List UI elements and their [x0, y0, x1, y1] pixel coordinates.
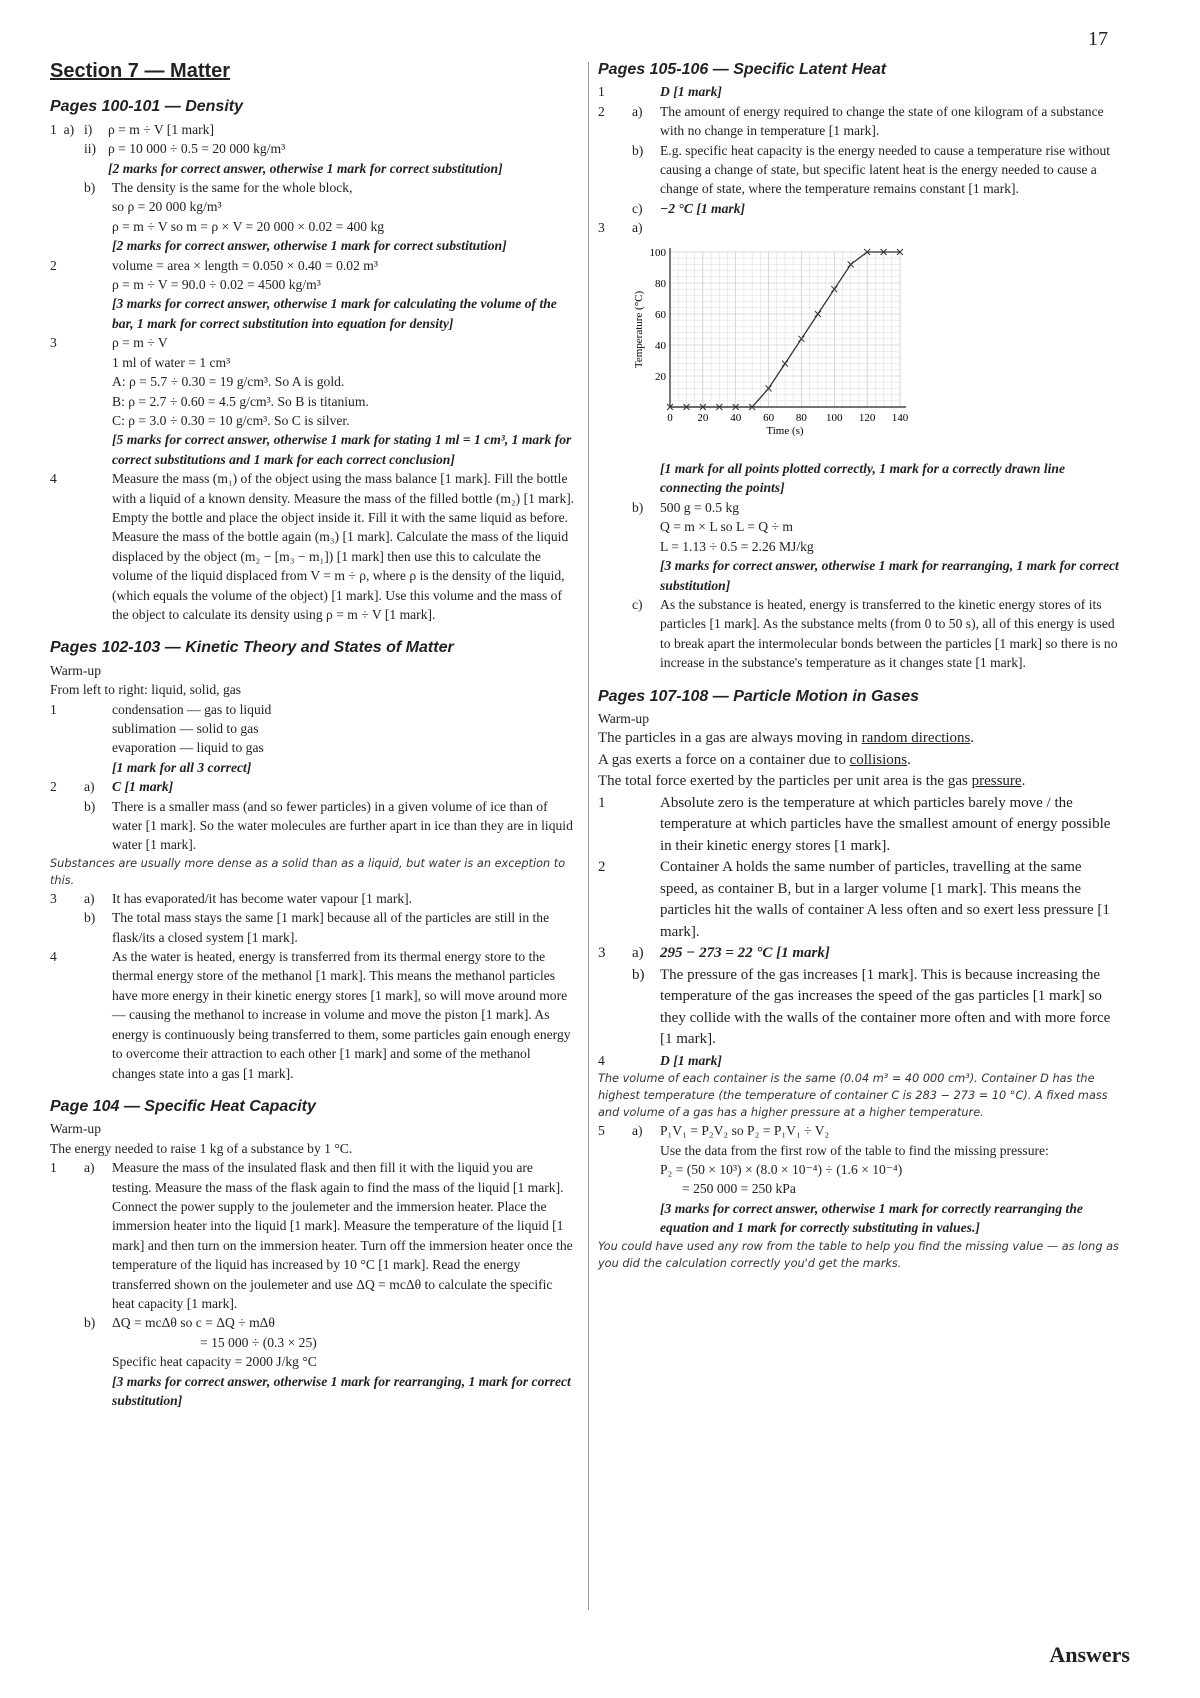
- marks-text: [3 marks for correct answer, otherwise 1 mark for rearranging, 1 mark for correct substitution]: [112, 1373, 571, 1408]
- x-tick-label: 80: [795, 411, 807, 424]
- latent-q3b: [598, 498, 1120, 595]
- answer-text: There is a smaller mass (and so fewer particles) in a given volume of ice than of water [1 mark]. So the water molecules are further apart in ice than they are in liquid water [1 mark].: [112, 798, 573, 853]
- answer-line: condensation — gas to liquid: [112, 701, 272, 717]
- answer-line: ρ = m ÷ V = 90.0 ÷ 0.02 = 4500 kg/m³: [112, 277, 321, 293]
- kinetic-q2b: [50, 797, 575, 855]
- density-q4: [50, 469, 575, 624]
- heating-curve-chart: [620, 240, 1120, 455]
- question-subpart: c): [632, 200, 643, 216]
- question-subpart: a): [632, 945, 644, 962]
- latent-q2b: [598, 141, 1120, 199]
- answer-text: E.g. specific heat capacity is the energy needed to cause a temperature rise without causing a change of state, but specific latent heat is the energy needed to cause a change of state, where the temperature remains constant [1 mark].: [660, 142, 1111, 197]
- answer-line: ρ = m ÷ V: [112, 335, 168, 351]
- question-subpart: a): [632, 1123, 643, 1139]
- answer-line: 1 ml of water = 1 cm³: [112, 354, 231, 370]
- answer-text: The total mass stays the same [1 mark] because all of the particles are still in the flask/its a closed system [1 mark].: [112, 910, 550, 945]
- density-heading: Pages 100-101 — Density: [50, 98, 243, 116]
- warmup-answer: From left to right: liquid, solid, gas: [50, 682, 242, 698]
- warmup-label: Warm-up: [50, 662, 101, 678]
- question-number: 1: [598, 84, 605, 100]
- answer-text: Absolute zero is the temperature at which particles barely move / the temperature at which particles have the smallest amount of energy possible in their kinetic energy stores [1 mark].: [660, 794, 1111, 854]
- gases-heading: Pages 107-108 — Particle Motion in Gases: [598, 687, 920, 705]
- gases-q1: [598, 793, 1120, 858]
- answer-line: A: ρ = 5.7 ÷ 0.30 = 19 g/cm³. So A is gold.: [112, 374, 345, 390]
- answer-line: 500 g = 0.5 kg: [660, 499, 740, 515]
- kinetic-q2a: [50, 777, 575, 796]
- kinetic-q1: [50, 700, 575, 778]
- x-tick-label: 120: [858, 411, 876, 424]
- column-divider: [588, 62, 589, 1610]
- warmup-line-1: The particles in a gas are always moving in random directions.: [598, 730, 975, 747]
- question-subpart: b): [632, 966, 645, 983]
- x-tick-label: 100: [826, 411, 843, 424]
- question-subpart: a): [84, 890, 95, 906]
- answer-line: P₂ = (50 × 10³) × (8.0 × 10⁻⁴) ÷ (1.6 × 10⁻⁴): [660, 1162, 903, 1178]
- answer-line: B: ρ = 2.7 ÷ 0.60 = 4.5 g/cm³. So B is titanium.: [112, 393, 369, 409]
- latent-q3a: [598, 218, 1120, 237]
- question-number: 3: [598, 220, 605, 236]
- x-tick-label: 0: [667, 411, 673, 424]
- y-tick-label: 40: [655, 339, 666, 352]
- answer-text: Measure the mass of the insulated flask and then fill it with the liquid you are testing. Measure the mass of the flask again to find the mass of the liquid [1 mark]. Connect the power supply to the joulemeter and the immersion heater. Place the immersion heater into the liquid [1 mark]. Measure the temperature of the liquid [1 mark] and then turn on the immersion heater. Turn off the immersion heater once the temperature of the liquid has increased by 10 °C [1 mark]. Read the energy transferred shown on the joulemeter and use ΔQ = mcΔθ to calculate the specific heat capacity [1 mark].: [112, 1160, 573, 1311]
- warmup-answer: The energy needed to raise 1 kg of a substance by 1 °C.: [50, 1140, 353, 1156]
- answer-text: As the substance is heated, energy is transferred to the kinetic energy stores of its particles [1 mark]. As the substance melts (from 0 to 50 s), all of this energy is used to break apart the intermolecular bonds between the particles [1 mark] so there is no increase in the substance's temperature as it changes state [1 mark].: [660, 596, 1118, 671]
- answer-line: so ρ = 20 000 kg/m³: [112, 199, 222, 215]
- answer-line: sublimation — solid to gas: [112, 721, 259, 736]
- question-number: 5: [598, 1123, 605, 1139]
- question-subpart: ii): [84, 141, 97, 157]
- answer-text: ρ = 10 000 ÷ 0.5 = 20 000 kg/m³: [108, 141, 286, 157]
- answer-line: Q = m × L so L = Q ÷ m: [660, 519, 793, 535]
- question-subpart: a): [84, 1160, 95, 1176]
- question-number: 1: [50, 1160, 57, 1176]
- answer-text: D [1 mark]: [660, 1052, 722, 1068]
- marks-text: [3 marks for correct answer, otherwise 1 mark for correctly rearranging the equation and 1 mark for correctly substituting in values.]: [660, 1200, 1083, 1236]
- question-number: 1 a): [50, 121, 75, 137]
- x-tick-label: 20: [697, 411, 709, 424]
- question-number: 3: [598, 945, 606, 962]
- warmup-label: Warm-up: [50, 1121, 101, 1137]
- density-q2: [50, 256, 575, 334]
- latent-q3a-marks: [598, 459, 1120, 498]
- x-axis-label: Time (s): [766, 424, 804, 437]
- latent-q2a: [598, 102, 1120, 141]
- y-tick-label: 60: [655, 308, 666, 321]
- latent-q2c: [598, 199, 1120, 218]
- question-number: 4: [598, 1052, 605, 1068]
- answer-text: ρ = m ÷ V [1 mark]: [108, 121, 214, 137]
- answer-text: As the water is heated, energy is transferred from its thermal energy store to the thermal energy store of the methanol [1 mark]. This means the methanol particles have more energy in their kinetic energy stores [1 mark], so will move around more — causing the methanol to increase in volume and move the piston [1 mark]. As energy is continuously being transferred to them, some particles gain enough energy to overcome their attraction to each other [1 mark] and some of the methanol changes state into a gas [1 mark].: [112, 949, 571, 1081]
- gases-q2: [598, 857, 1120, 943]
- y-tick-label: 80: [655, 277, 666, 290]
- left-column: [50, 60, 575, 1410]
- gases-q3b: [598, 965, 1120, 1051]
- question-subpart: a): [632, 220, 643, 236]
- kinetic-heading: Pages 102-103 — Kinetic Theory and States of Matter: [50, 639, 454, 657]
- heat-q1a: [50, 1158, 575, 1313]
- warmup-line-2: A gas exerts a force on a container due to collisions.: [598, 751, 911, 768]
- latent-q1: [598, 82, 1120, 101]
- answer-text: Container A holds the same number of particles, travelling at the same speed, as container B, but in a larger volume [1 mark]. This means the particles hit the walls of container A less often and so exert less pressure [1 mark].: [660, 859, 1110, 940]
- question-subpart: b): [84, 910, 96, 926]
- footer-answers: Answers: [1049, 1642, 1130, 1667]
- question-subpart: b): [632, 142, 644, 158]
- gases-q4-note: The volume of each container is the same (0.04 m³ = 40 000 cm³). Container D has the highest temperature (the temperature of container C is 283 − 273 = 10 °C). A fixed mass and volume of a gas has a higher pressure at a higher temperature.: [598, 1072, 1108, 1120]
- kinetic-q3a: [50, 889, 575, 908]
- kinetic-note: Substances are usually more dense as a solid than as a liquid, but water is an exception to this.: [50, 856, 566, 887]
- question-subpart: b): [84, 1315, 96, 1331]
- answer-text: 295 − 273 = 22 °C [1 mark]: [660, 945, 830, 962]
- density-q1a-ii: [50, 139, 575, 178]
- kinetic-q4: [50, 947, 575, 1083]
- question-number: 1: [50, 701, 57, 717]
- marks-text: [3 marks for correct answer, otherwise 1 mark for calculating the volume of the bar, 1 mark for correct substitution into equation for density]: [112, 296, 557, 331]
- marks-text: [1 mark for all points plotted correctly, 1 mark for a correctly drawn line connecting the points]: [660, 461, 1066, 496]
- marks-text: [5 marks for correct answer, otherwise 1 mark for stating 1 ml = 1 cm³, 1 mark for correct substitutions and 1 mark for each correct conclusion]: [112, 432, 572, 467]
- y-axis-label: Temperature (°C): [633, 290, 645, 368]
- answer-line: L = 1.13 ÷ 0.5 = 2.26 MJ/kg: [660, 538, 814, 554]
- question-number: 2: [50, 779, 57, 795]
- density-q1b: [50, 178, 575, 256]
- warmup-label: Warm-up: [598, 710, 649, 726]
- answer-text: It has evaporated/it has become water vapour [1 mark].: [112, 890, 413, 906]
- question-subpart: c): [632, 596, 643, 612]
- question-subpart: b): [632, 499, 644, 515]
- gases-q5a-note: You could have used any row from the table to help you find the missing value — as long as you did the calculation correctly you'd get the marks.: [598, 1239, 1119, 1270]
- answer-line: ρ = m ÷ V so m = ρ × V = 20 000 × 0.02 = 400 kg: [112, 218, 385, 234]
- answer-line: C: ρ = 3.0 ÷ 0.30 = 10 g/cm³. So C is silver.: [112, 412, 350, 428]
- question-subpart: a): [632, 103, 643, 119]
- question-number: 3: [50, 335, 57, 351]
- marks-text: [3 marks for correct answer, otherwise 1 mark for rearranging, 1 mark for correct substitution]: [660, 558, 1119, 593]
- latent-q3c: [598, 595, 1120, 673]
- question-number: 4: [50, 471, 57, 487]
- question-number: 2: [598, 103, 605, 119]
- density-q1a-i: [50, 120, 575, 139]
- question-number: 1: [598, 794, 606, 811]
- question-number: 4: [50, 949, 57, 965]
- marks-text: [2 marks for correct answer, otherwise 1 mark for correct substitution]: [112, 238, 507, 254]
- answer-line: volume = area × length = 0.050 × 0.40 = 0.02 m³: [112, 257, 378, 273]
- question-number: 3: [50, 890, 57, 906]
- gases-q3a: [598, 943, 1120, 965]
- gases-q4: [598, 1051, 1120, 1070]
- marks-text: [2 marks for correct answer, otherwise 1 mark for correct substitution]: [108, 160, 503, 176]
- chart-svg: [620, 240, 920, 450]
- answer-line: P₁V₁ = P₂V₂ so P₂ = P₁V₁ ÷ V₂: [660, 1123, 830, 1139]
- density-q3: [50, 333, 575, 469]
- latent-heat-heading: Pages 105-106 — Specific Latent Heat: [598, 61, 887, 78]
- question-subpart: i): [84, 121, 93, 137]
- page-number: 17: [1088, 28, 1108, 50]
- heat-capacity-heading: Page 104 — Specific Heat Capacity: [50, 1097, 316, 1115]
- question-number: 2: [598, 859, 606, 876]
- answer-text: −2 °C [1 mark]: [660, 200, 746, 216]
- answer-text: The pressure of the gas increases [1 mark]. This is because increasing the temperature of the gas increases the speed of the gas particles [1 mark] so they collide with the walls of the container more often and with more force [1 mark].: [660, 966, 1111, 1048]
- answer-text: Measure the mass (m₁) of the object using the mass balance [1 mark]. Fill the bottle with a liquid of a known density. Measure the mass of the filled bottle (m₂) [1 mark]. Empty the bottle and place the object inside it. Fill it with the same liquid as before. Measure the mass of the bottle again (m₃) [1 mark]. Calculate the mass of the liquid displaced by the object (m₂ − [m₃ − m₁]) [1 mark] then use this to calculate the volume of the liquid displaced from V = m ÷ ρ, where ρ is the density of the liquid, (which equals the volume of the object) [1 mark]. Use this volume and the mass of the object to calculate its density using ρ = m ÷ V [1 mark].: [112, 471, 575, 622]
- right-column: [598, 60, 1120, 1272]
- x-tick-label: 60: [763, 411, 775, 424]
- answer-line: = 250 000 = 250 kPa: [682, 1181, 796, 1197]
- question-number: 2: [50, 257, 57, 273]
- question-subpart: b): [84, 798, 96, 814]
- answer-line: ΔQ = mcΔθ so c = ΔQ ÷ mΔθ: [112, 1315, 275, 1331]
- kinetic-q3b: [50, 908, 575, 947]
- answer-line: = 15 000 ÷ (0.3 × 25): [200, 1334, 317, 1350]
- y-tick-label: 100: [649, 246, 666, 259]
- answer-line: Use the data from the first row of the table to find the missing pressure:: [660, 1142, 1049, 1158]
- gases-q5a: [598, 1121, 1120, 1237]
- question-subpart: b): [84, 180, 96, 196]
- y-tick-label: 20: [655, 370, 666, 383]
- warmup-line-3: The total force exerted by the particles per unit area is the gas pressure.: [598, 773, 1026, 790]
- answer-line: Specific heat capacity = 2000 J/kg °C: [112, 1354, 317, 1370]
- heat-q1b: [50, 1313, 575, 1410]
- answer-text: The amount of energy required to change the state of one kilogram of a substance with no change in temperature [1 mark].: [660, 103, 1104, 139]
- x-tick-label: 40: [730, 411, 742, 424]
- section-title: Section 7 — Matter: [50, 60, 231, 82]
- question-subpart: a): [84, 779, 95, 795]
- answer-line: evaporation — liquid to gas: [112, 740, 264, 756]
- x-tick-label: 140: [891, 411, 909, 424]
- marks-text: [1 mark for all 3 correct]: [112, 759, 252, 775]
- answer-line: The density is the same for the whole block,: [112, 180, 353, 196]
- answer-text: C [1 mark]: [112, 779, 174, 795]
- answer-text: D [1 mark]: [660, 84, 722, 100]
